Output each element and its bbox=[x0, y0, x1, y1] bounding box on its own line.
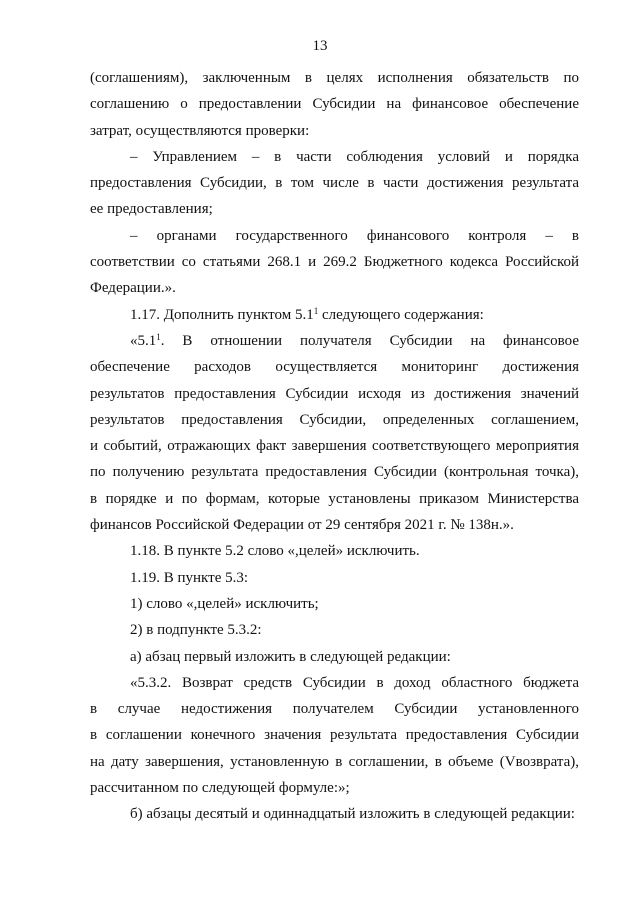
text-line: 2) в подпункте 5.3.2: bbox=[130, 622, 262, 639]
text-line: Федерации.». bbox=[90, 280, 176, 297]
text-line: результатов предоставления Субсидии исходя из достижения значений bbox=[90, 385, 579, 402]
text-line: а) абзац первый изложить в следующей редакции: bbox=[130, 648, 451, 665]
text-line: финансов Российской Федерации от 29 сентября 2021 г. № 138н.». bbox=[90, 517, 514, 534]
superscript: 1 bbox=[156, 331, 161, 342]
text-line: 1.19. В пункте 5.3: bbox=[130, 569, 249, 586]
text-line: – органами государственного финансового контроля – в bbox=[130, 227, 579, 244]
text-line: результатов предоставления Субсидии, определенных соглашением, bbox=[90, 411, 579, 428]
text-line: рассчитанном по следующей формуле:»; bbox=[90, 780, 350, 797]
text-line: по получению результата предоставления Субсидии (контрольная точка), bbox=[90, 464, 579, 481]
superscript: 1 bbox=[313, 305, 319, 316]
text-line: б) абзацы десятый и одиннадцатый изложить в следующей редакции: bbox=[130, 806, 575, 823]
text-line: на дату завершения, установленную в соглашении, в объеме (Vвозврата), bbox=[90, 753, 579, 770]
text-line-main: 1.17. Дополнить пунктом 5.1 bbox=[130, 306, 314, 323]
text-line: и событий, отражающих факт завершения соответствующего мероприятия bbox=[90, 438, 579, 455]
text-line: в случае недостижения получателем Субсидии установленного bbox=[90, 701, 579, 718]
text-line: (соглашениям), заключенным в целях исполнения обязательств по bbox=[90, 70, 579, 86]
text-line: обеспечение расходов осуществляется мониторинг достижения bbox=[90, 359, 579, 376]
text-line: затрат, осуществляются проверки: bbox=[90, 122, 310, 139]
text-line: 1.18. В пункте 5.2 слово «,целей» исключить. bbox=[130, 543, 420, 560]
text-line: «5.3.2. Возврат средств Субсидии в доход областного бюджета bbox=[130, 674, 579, 691]
text-line: в соглашении конечного значения результата предоставления Субсидии bbox=[90, 727, 579, 744]
text-line: ее предоставления; bbox=[90, 201, 213, 218]
text-line: в порядке и по формам, которые установлены приказом Министерства bbox=[90, 490, 579, 507]
text-line-main: «5.1 bbox=[130, 332, 157, 349]
document-body bbox=[90, 65, 579, 828]
text-line: 1) слово «,целей» исключить; bbox=[130, 595, 319, 612]
text-line-tail: . В отношении получателя Субсидии на финансовое bbox=[160, 332, 579, 349]
page-number: 13 bbox=[312, 38, 328, 54]
text-line: соответствии со статьями 268.1 и 269.2 Бюджетного кодекса Российской bbox=[90, 254, 579, 271]
text-line bbox=[90, 328, 579, 354]
text-line: предоставления Субсидии, в том числе в части достижения результата bbox=[90, 175, 579, 192]
text-line: – Управлением – в части соблюдения условий и порядка bbox=[130, 148, 579, 165]
text-line-tail: следующего содержания: bbox=[318, 306, 484, 323]
text-line: соглашению о предоставлении Субсидии на финансовое обеспечение bbox=[90, 96, 579, 113]
text-line bbox=[90, 302, 579, 328]
